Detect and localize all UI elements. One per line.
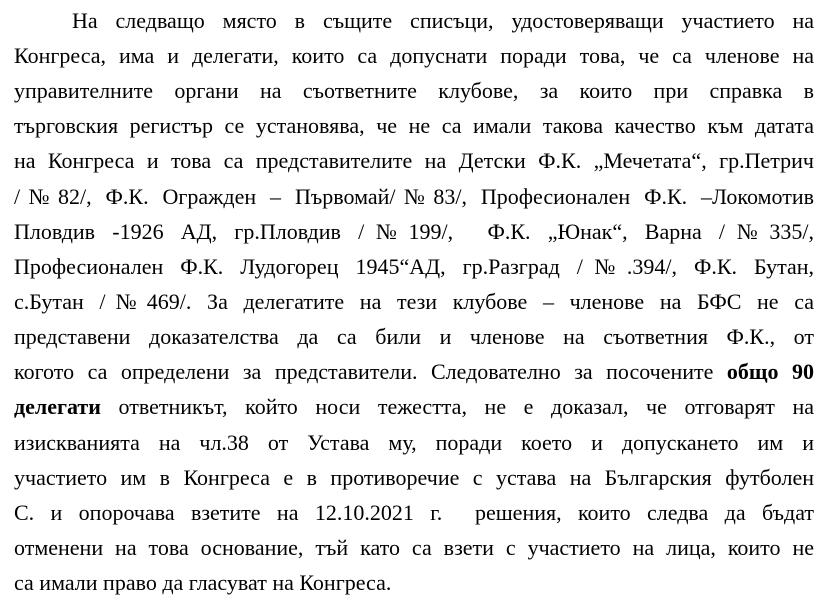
paragraph-line-15: С. и опорочава взетите на 12.10.2021 г. решения, които следва да бъдат [14,500,814,525]
paragraph-line-7: Пловдив -1926 АД, гр.Пловдив /№199/, Ф.К. „Юнак“, Варна /№335/, [14,219,814,244]
bold-delegates-count: общо 90 [726,359,814,384]
paragraph-line-6: /№82/, Ф.К. Огражден – Първомай/№83/, Професионален Ф.К. –Локомотив [14,184,814,209]
paragraph-line-16: отменени на това основание, тъй като са взети с участието на лица, които не [14,535,814,560]
paragraph-line-9: с.Бутан /№469/. За делегатите на тези клубове – членове на БФС не са [14,289,814,314]
paragraph-line-13: изискванията на чл.38 от Устава му, поради което и допускането им и [14,430,814,455]
paragraph-line-12 [14,390,814,424]
paragraph-line-14: участието им в Конгреса е в противоречие с устава на Българския футболен [14,465,814,490]
paragraph-line-1: На следващо място в същите списъци, удостоверяващи участието на [72,8,814,33]
paragraph-line-8: Професионален Ф.К. Лудогорец 1945“АД, гр.Разград /№.394/, Ф.К. Бутан, [14,254,814,279]
bold-delegates-word: делегати [14,394,101,419]
paragraph-line-5: на Конгреса и това са представителите на Детски Ф.К. „Мечетата“, гр.Петрич [14,148,814,173]
paragraph-line-11 [14,355,814,389]
line-12-text: ответникът, който носи тежестта, не е доказал, че отговарят на [100,394,814,419]
paragraph-line-17: са имали право да гласуват на Конгреса. [14,570,392,595]
paragraph-line-3: управителните органи на съответните клубове, за които при справка в [14,78,814,103]
paragraph-line-10: представени доказателства да са били и членове на съответния Ф.К., от [14,324,814,349]
paragraph-line-2: Конгреса, има и делегати, които са допуснати поради това, че са членове на [14,43,814,68]
line-11-text: когото са определени за представители. Следователно за посочените [14,359,727,384]
paragraph-line-4: търговския регистър се установява, че не са имали такова качество към датата [14,113,814,138]
